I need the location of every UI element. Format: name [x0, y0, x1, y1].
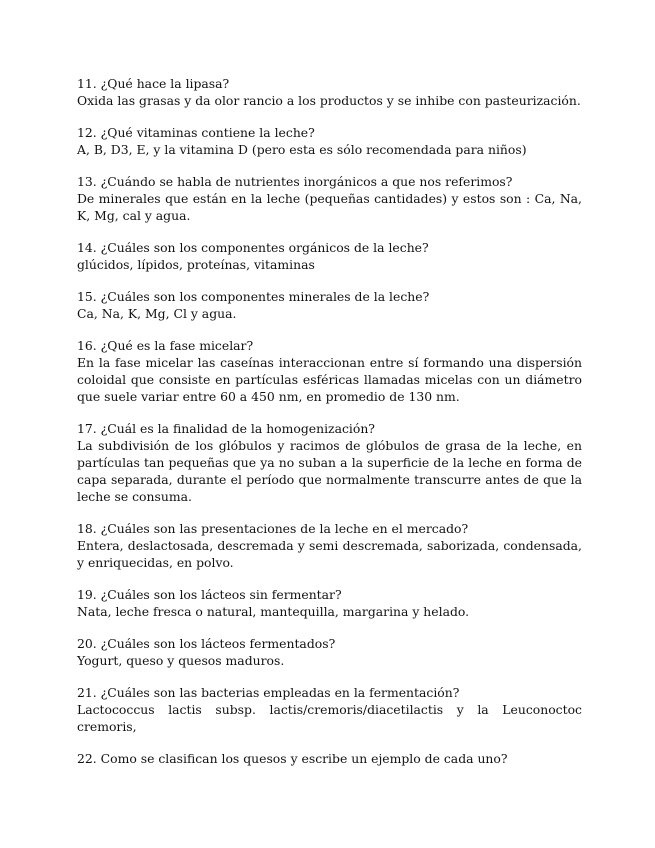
qa-item-17	[77, 420, 582, 505]
question-11: 11. ¿Qué hace la lipasa?	[77, 76, 230, 91]
answer-17: La subdivisión de los glóbulos y racimos de glóbulos de grasa de la leche, en partículas tan pequeñas que ya no suban a la superficie de la leche en forma de capa separada, durante el período que normalmente transcurre antes de que la leche se consuma.	[77, 438, 582, 504]
qa-item-21	[77, 684, 582, 735]
answer-12: A, B, D3, E, y la vitamina D (pero esta es sólo recomendada para niños)	[77, 142, 527, 157]
question-15: 15. ¿Cuáles son los componentes minerales de la leche?	[77, 289, 430, 304]
question-13: 13. ¿Cuándo se habla de nutrientes inorgánicos a que nos referimos?	[77, 174, 513, 189]
question-19: 19. ¿Cuáles son los lácteos sin fermentar?	[77, 587, 342, 602]
answer-19: Nata, leche fresca o natural, mantequilla, margarina y helado.	[77, 604, 470, 619]
question-21: 21. ¿Cuáles son las bacterias empleadas en la fermentación?	[77, 685, 460, 700]
answer-15: Ca, Na, K, Mg, Cl y agua.	[77, 306, 237, 321]
qa-item-15	[77, 288, 582, 322]
answer-16: En la fase micelar las caseínas interaccionan entre sí formando una dispersión coloidal que consiste en partículas esféricas llamadas micelas con un diámetro que suele variar entre 60 a 450 nm, en promedio de 130 nm.	[77, 355, 582, 404]
qa-item-13	[77, 173, 582, 224]
question-17: 17. ¿Cuál es la finalidad de la homogenización?	[77, 421, 375, 436]
qa-item-11	[77, 75, 582, 109]
qa-item-19	[77, 586, 582, 620]
answer-13: De minerales que están en la leche (pequeñas cantidades) y estos son : Ca, Na, K, Mg, cal y agua.	[77, 191, 582, 223]
qa-item-20	[77, 635, 582, 669]
question-12: 12. ¿Qué vitaminas contiene la leche?	[77, 125, 315, 140]
answer-21: Lactococcus lactis subsp. lactis/cremoris/diacetilactis y la Leuconoctoc cremoris,	[77, 702, 582, 734]
qa-item-18	[77, 520, 582, 571]
qa-item-14	[77, 239, 582, 273]
answer-14: glúcidos, lípidos, proteínas, vitaminas	[77, 257, 315, 272]
answer-18: Entera, deslactosada, descremada y semi descremada, saborizada, condensada, y enriquecidas, en polvo.	[77, 538, 582, 570]
document-content	[77, 75, 582, 782]
qa-item-16	[77, 337, 582, 405]
qa-item-22	[77, 750, 582, 767]
answer-11: Oxida las grasas y da olor rancio a los productos y se inhibe con pasteurización.	[77, 93, 581, 108]
question-18: 18. ¿Cuáles son las presentaciones de la leche en el mercado?	[77, 521, 469, 536]
question-22: 22. Como se clasifican los quesos y escribe un ejemplo de cada uno?	[77, 751, 508, 766]
question-20: 20. ¿Cuáles son los lácteos fermentados?	[77, 636, 336, 651]
question-16: 16. ¿Qué es la fase micelar?	[77, 338, 254, 353]
qa-item-12	[77, 124, 582, 158]
answer-20: Yogurt, queso y quesos maduros.	[77, 653, 285, 668]
question-14: 14. ¿Cuáles son los componentes orgánicos de la leche?	[77, 240, 429, 255]
